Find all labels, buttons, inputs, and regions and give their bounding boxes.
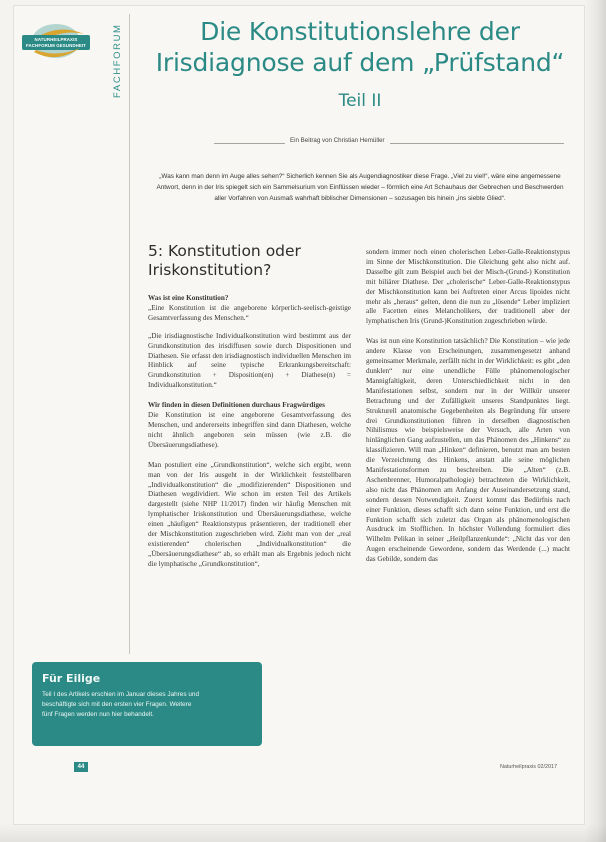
box-title: Für Eilige (42, 672, 101, 685)
intro-paragraph: „Was kann man denn im Auge alles sehen?“ Sicherlich kennen Sie als Augendiagnostiker diese Frage. „Viel zu viel!“, wäre eine angemessene Antwort, denn in der Iris spiegelt sich ein Sammelsurium von Einflüssen wieder – förmlich eine Art Schauhaus der Gebrechen und Beschwerden aller Vorfahren von Ausmaß wahrhaft biblischer Dimensionen – sozusagen bis hinein „ins siebte Glied“. (156, 173, 564, 202)
article-subtitle: Teil II (338, 91, 382, 111)
page-edge-shadow (584, 0, 606, 842)
section-heading: 5: Konstitution oder Iriskonstitution? (148, 242, 301, 279)
page-bottom-shadow (0, 824, 606, 842)
left-column (148, 242, 351, 578)
logo-line-2: FACHFORUM GESUNDHEIT (25, 43, 87, 48)
article-title: Die Konstitutionslehre der Irisdiagnose auf dem „Prüfstand“ (155, 17, 565, 77)
paragraph: Man postuliert eine „Grundkonstitution“, welche sich ergibt, wenn man von der Iris ausgeht in der Wirklichkeit feststellbaren „Individualkonstitution“ die „modifizierenden“ Dispositionen und Diathesen wegdividiert. Wie schon im ersten Teil des Artikels dargestellt (siehe NHP 11/2017) finden wir häufig Menschen mit lymphatischer Iriskonstitution und Übersäuerungsdiathese, welche einen „häufigen“ Reaktionstypus präsentieren, der traditionell eher der Mischkonstitution zugeschrieben wird. Zieht man von der „real existierenden“ cholerischen „Individualkonstitution“ die „Übersäuerungsdiathese“ ab, so erhält man als Ergebnis jedoch nicht die lymphatische „Grundkonstitution“, (148, 460, 351, 568)
section-tag: FACHFORUM (112, 23, 123, 98)
journal-footer: Naturheilpraxis 02/2017 (500, 764, 557, 770)
logo-line-1: NATURHEILPRAXIS (34, 37, 78, 42)
paragraph: sondern immer noch einen cholerischen Leber-Galle-Reaktionstypus im Sinne der Mischkonstitution. Die Gleichung geht also nicht auf. Dasselbe gilt zum Beispiel auch bei der Misch-(Grund-) Konstitution mit biliärer Diathese. Der „cholerische“ Leber-Galle-Reaktionstypus der Mischkonstitution kann bei Auftreten einer Arcus lipoides nicht mehr als „heraus“ gelten, denn die nun zu „lösende“ Leber impliziert alle Facetten eines Melancholikers, der traditionell aber der lymphatischen Iris (Grund-)Konstitution zugeschrieben würde. (366, 248, 570, 326)
paragraph: Die Konstitution ist eine angeborene Gesamtverfassung des Menschen, und andererseits inbegriffen sind dann Diathesen, welche nicht ähnlich angeboren sein müssen (wie z.B. die Übersäuerungsdiathese). (148, 411, 351, 449)
right-column (366, 248, 570, 573)
question-heading: Wir finden in diesen Definitionen durchaus Fragwürdiges (148, 401, 325, 410)
byline: Ein Beitrag von Christian Hemüller (285, 137, 390, 144)
publication-logo (20, 16, 90, 66)
paragraph: Was ist nun eine Konstitution tatsächlich? Die Konstitution – wie jede andere Klasse von Erscheinungen, zusammengesetzt anhand gemeinsamer Merkmale, zerfällt nicht in der Wirklichkeit: es gibt „den dunklen“ nur eine unendliche Fülle phänomenologischer Mannigfaltigkeit, deren Unterschiedlichkeit nicht in den Manifestationen selbst, sondern nur in der Willkür unserer Betrachtung und der Zufälligkeit unseres Standpunktes liegt. Strukturell anatomische Gegebenheiten als Begründung für unsere drei Grundkonstitutionen führen in derselben diagnostischen Nihilismus wie beispielsweise der Versuch, alle Arten von hinlänglichen Gang aufzustellen, um das Phänomen des „Hinkens“ zu klassifizieren. Will man „Hinken“ definieren, benutzt man am besten die Verzeichnung des Hinkens, anstatt alle seine möglichen Manifestationsformen zu beschreiben. Die „Alten“ (z.B. Aschenbrenner, Humoralpathologie) betrachteten die Wirklichkeit, also nicht das Phänomen am Anfang der Auseinandersetzung stand, sondern dessen Notwendigkeit. Zuerst kommt das Bedürfnis nach einer Funktion, dieses schafft sich dann seine Funktion, und erst die Funktion schafft sich zuletzt das Organ als phänomenologischen Ausdruck im Stofflichen. In höchster Vollendung formuliert dies Wilhelm Pelikan in seiner „Heilpflanzenkunde“: „Nicht das vor den Augen erscheinende Gewordene, sondern das Werdende (...) macht das Gebilde, sondern das (366, 337, 570, 564)
paragraph: „Die irisdiagnostische Individualkonstitution wird bestimmt aus der Grundkonstitution des irisdiffusen sowie durch Dispositionen und Diathesen. Sie erfasst den irisdiagnostisch individuellen Menschen im Hinblick auf seine typische Erkrankungsbereitschaft: Grundkonstitution + Disposition(en) + Diathese(n) = Individualkonstitution.“ (148, 331, 351, 390)
quick-read-box (32, 662, 262, 746)
question-heading: Was ist eine Konstitution? (148, 294, 229, 302)
vertical-divider (129, 14, 130, 654)
box-text: Teil I des Artikels erschien im Januar dieses Jahres und beschäftigte sich mit den ersten vier Fragen. Weitere fünf Fragen werden nun hier behandelt. (42, 691, 199, 719)
paragraph: „Eine Konstitution ist die angeborene körperlich-seelisch-geistige Gesamtverfassung des Menschen.“ (148, 303, 351, 322)
page-number: 44 (74, 762, 88, 772)
